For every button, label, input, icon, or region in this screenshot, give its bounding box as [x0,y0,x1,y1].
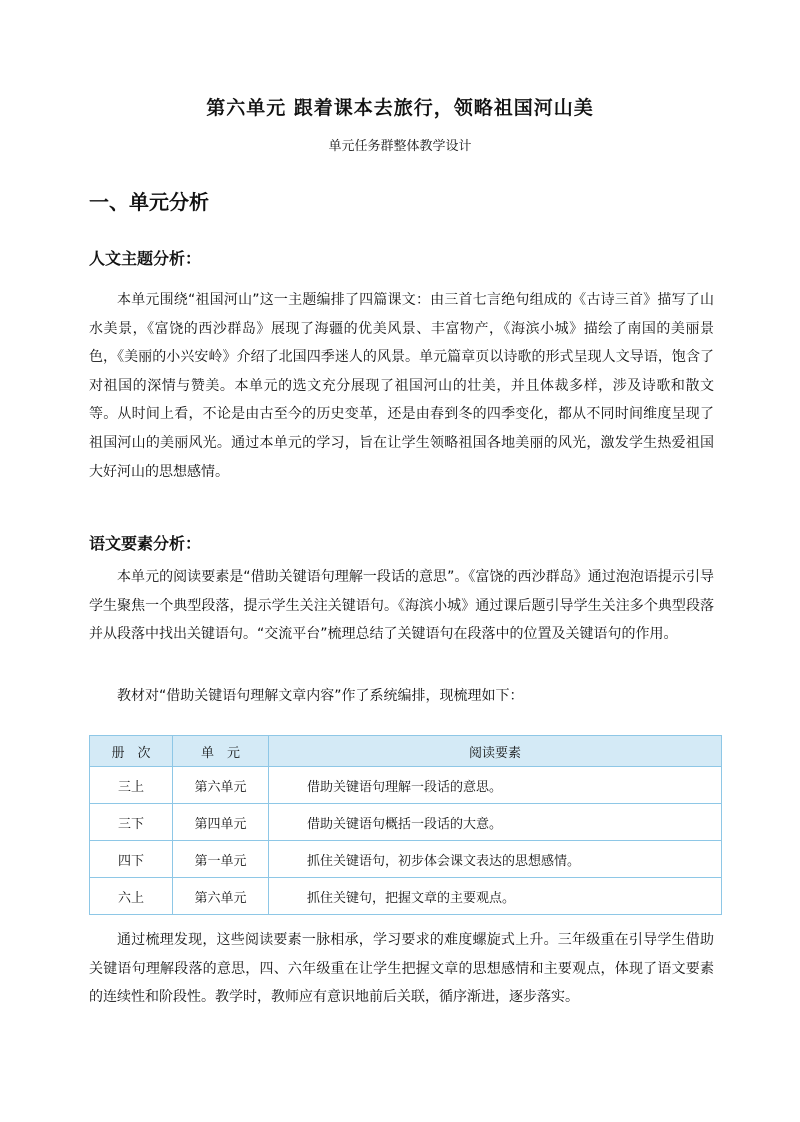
cell-unit: 第四单元 [173,804,269,841]
paragraph-conclusion: 通过梳理发现，这些阅读要素一脉相承，学习要求的难度螺旋式上升。三年级重在引导学生借助关键语句理解段落的意思，四、六年级重在让学生把握文章的思想感情和主要观点，体现了语文要素的连续性和阶段性。教学时，教师应有意识地前后关联，循序渐进，逐步落实。 [89,932,714,1006]
reading-elements-table [89,735,722,915]
table-row [90,878,722,915]
cell-volume: 三上 [90,767,173,804]
document-subtitle: 单元任务群整体教学设计 [328,139,472,154]
cell-volume: 三下 [90,804,173,841]
header-unit: 单 元 [173,736,269,767]
cell-reading-element: 抓住关键句，把握文章的主要观点。 [269,878,722,915]
header-volume: 册 次 [90,736,173,767]
heading-language-analysis: 语文要素分析： [89,534,202,553]
table-header-row [90,736,722,767]
table-row [90,767,722,804]
heading-theme-analysis: 人文主题分析： [89,249,202,268]
cell-unit: 第六单元 [173,878,269,915]
paragraph-language-analysis: 本单元的阅读要素是“借助关键语句理解一段话的意思”。《富饶的西沙群岛》通过泡泡语提示引导学生聚焦一个典型段落，提示学生关注关键语句。《海滨小城》通过课后题引导学生关注多个典型段落并从段落中找出关键语句。“交流平台”梳理总结了关键语句在段落中的位置及关键语句的作用。 [89,569,714,643]
cell-volume: 四下 [90,841,173,878]
cell-reading-element: 抓住关键语句，初步体会课文表达的思想感情。 [269,841,722,878]
paragraph-theme-analysis: 本单元围绕“祖国河山”这一主题编排了四篇课文：由三首七言绝句组成的《古诗三首》描写了山水美景，《富饶的西沙群岛》展现了海疆的优美风景、丰富物产，《海滨小城》描绘了南国的美丽景色，《美丽的小兴安岭》介绍了北国四季迷人的风景。单元篇章页以诗歌的形式呈现人文导语，饱含了对祖国的深情与赞美。本单元的选文充分展现了祖国河山的壮美，并且体裁多样，涉及诗歌和散文等。从时间上看，不论是由古至今的历史变革，还是由春到冬的四季变化，都从不同时间维度呈现了祖国河山的美丽风光。通过本单元的学习，旨在让学生领略祖国各地美丽的风光，激发学生热爱祖国大好河山的思想感情。 [89,292,714,480]
cell-unit: 第一单元 [173,841,269,878]
table-row [90,804,722,841]
cell-volume: 六上 [90,878,173,915]
section-heading-unit-analysis: 一、单元分析 [89,190,209,214]
cell-reading-element: 借助关键语句理解一段话的意思。 [269,767,722,804]
cell-reading-element: 借助关键语句概括一段话的大意。 [269,804,722,841]
cell-unit: 第六单元 [173,767,269,804]
paragraph-table-intro: 教材对“借助关键语句理解文章内容”作了系统编排，现梳理如下： [117,688,524,704]
document-title: 第六单元 跟着课本去旅行，领略祖国河山美 [206,97,594,119]
table-row [90,841,722,878]
header-reading-element: 阅读要素 [269,736,722,767]
